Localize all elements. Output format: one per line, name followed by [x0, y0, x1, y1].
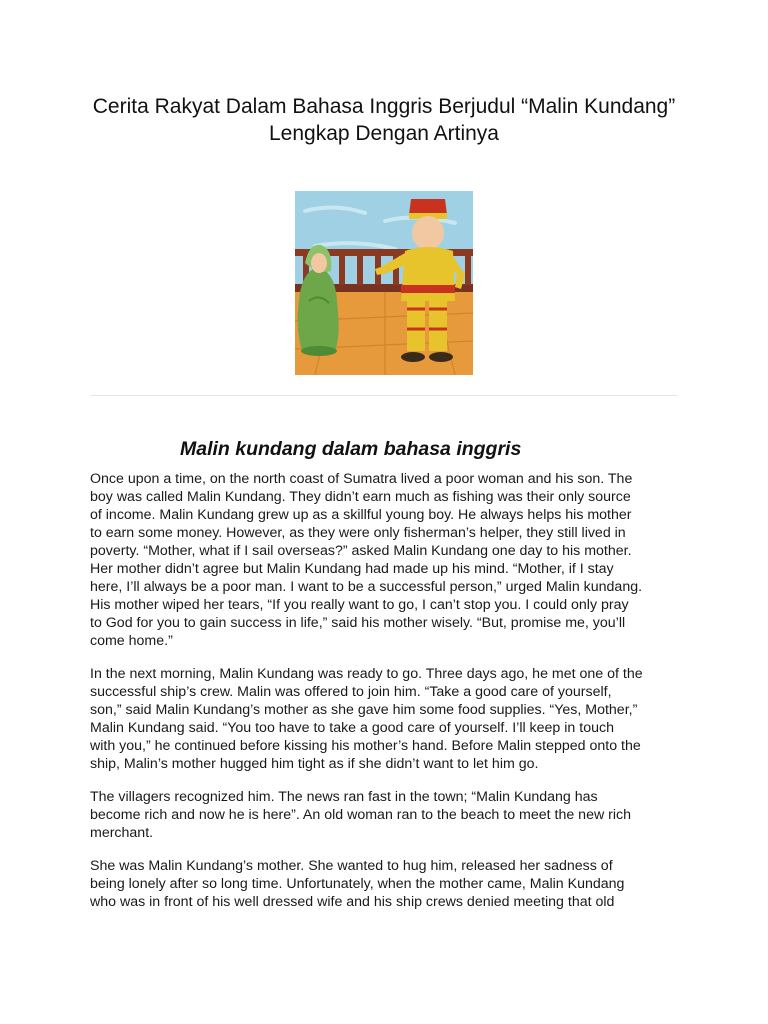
section-heading: Malin kundang dalam bahasa inggris: [180, 438, 522, 460]
section-divider: [90, 395, 678, 396]
story-paragraph: In the next morning, Malin Kundang was ready to go. Three days ago, he met one of the successful ship’s crew. Malin was offered to join him. “Take a good care of yourself, son,” said Malin Kundang’s mother as she gave him some food supplies. “Yes, Mother,” Malin Kundang said. “You too have to take a good care of yourself. I’ll keep in touch with you,” he continued before kissing his mother’s hand. Before Malin stepped onto the ship, Malin’s mother hugged him tight as if she didn’t want to let him go.: [90, 666, 643, 772]
document-title: Cerita Rakyat Dalam Bahasa Inggris Berjudul “Malin Kundang” Lengkap Dengan Artinya: [92, 95, 676, 145]
story-paragraph: She was Malin Kundang’s mother. She wanted to hug him, released her sadness of being lonely after so long time. Unfortunately, when the mother came, Malin Kundang who was in front of his well dressed wife and his ship crews denied meeting that old: [90, 858, 625, 910]
story-paragraph: The villagers recognized him. The news ran fast in the town; “Malin Kundang has become rich and now he is here”. An old woman ran to the beach to meet the new rich merchant.: [90, 789, 632, 841]
story-body: [90, 470, 690, 926]
story-paragraph: Once upon a time, on the north coast of Sumatra lived a poor woman and his son. The boy was called Malin Kundang. They didn’t earn much as fishing was their only source of income. Malin Kundang grew up as a skillful young boy. He always helps his mother to earn some money. However, as they were only fisherman’s helper, they still lived in poverty. “Mother, what if I sail overseas?” asked Malin Kundang one day to his mother. Her mother didn’t agree but Malin Kundang had made up his mind. “Mother, if I stay here, I’ll always be a poor man. I want to be a successful person,” urged Malin kundang. His mother wiped her tears, “If you really want to go, I can’t stop you. I could only pray to God for you to gain success in life,” said his mother wisely. “But, promise me, you’ll come home.”: [90, 471, 643, 649]
malin-kundang-illustration: [295, 191, 473, 375]
